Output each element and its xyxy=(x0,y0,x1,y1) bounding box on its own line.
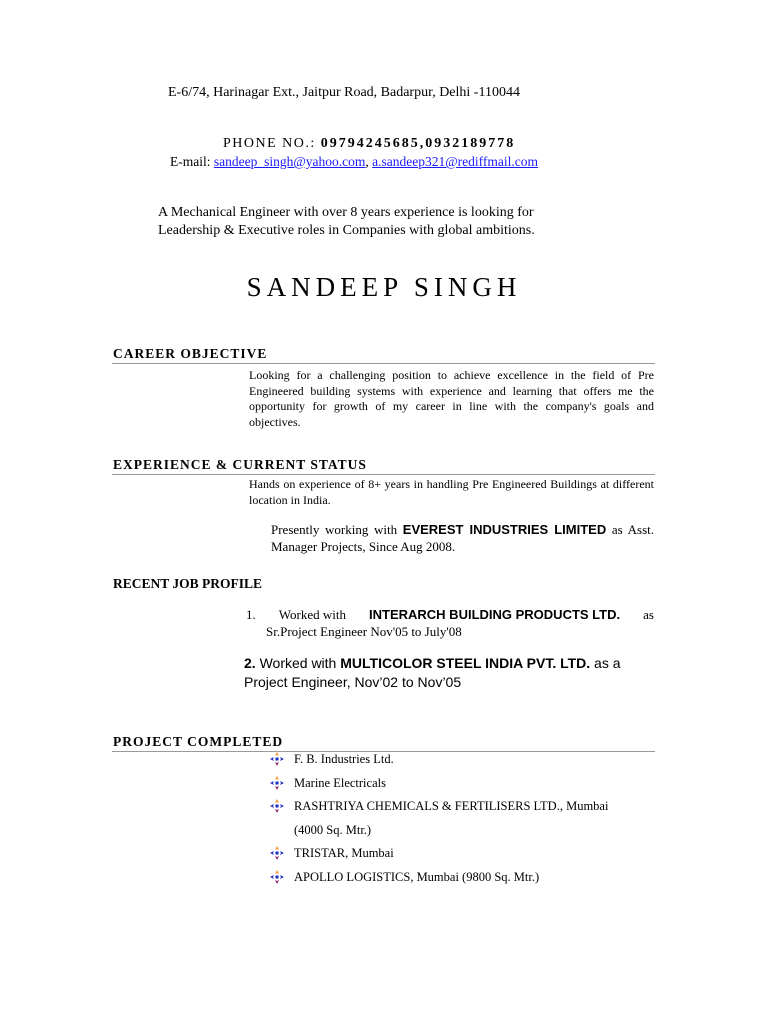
project-list xyxy=(270,750,608,891)
address: E-6/74, Harinagar Ext., Jaitpur Road, Badarpur, Delhi -110044 xyxy=(168,85,520,100)
arrow-cross-bullet-icon xyxy=(270,752,284,766)
project-item xyxy=(270,868,608,892)
current-status xyxy=(271,521,654,555)
candidate-name: SANDEEP SINGH xyxy=(246,272,522,302)
phone-line xyxy=(223,136,515,152)
status-prefix: Presently working with xyxy=(271,522,403,537)
project-name: TRISTAR, Mumbai xyxy=(294,846,394,860)
project-item xyxy=(270,774,608,798)
section-divider xyxy=(112,363,655,364)
job-entry-2 xyxy=(244,654,654,692)
job-1-company: INTERARCH BUILDING PRODUCTS LTD. xyxy=(369,607,621,622)
project-name: Marine Electricals xyxy=(294,775,386,790)
email-label: E-mail: xyxy=(170,154,214,169)
project-name: RASHTRIYA CHEMICALS & FERTILISERS LTD., Mumbai xyxy=(294,799,609,813)
job-entry-1 xyxy=(246,606,654,640)
job-2-number: 2. xyxy=(244,655,256,671)
phone-numbers: 09794245685,0932189778 xyxy=(320,136,516,151)
projects-heading: PROJECT COMPLETED xyxy=(113,734,284,749)
job-1-prefix: Worked with xyxy=(278,607,346,622)
arrow-cross-bullet-icon xyxy=(270,776,284,790)
career-objective-text: Looking for a challenging position to achieve excellence in the field of Pre Engineered building systems with experience and learning that offers me the opportunity for growth of my career in line with the company's goals and objectives. xyxy=(249,368,654,429)
current-company: EVEREST INDUSTRIES LIMITED xyxy=(402,522,607,537)
email-link-primary[interactable]: sandeep_singh@yahoo.com xyxy=(213,154,366,169)
job-1-number: 1. xyxy=(246,607,256,622)
summary xyxy=(158,204,578,240)
career-objective-heading: CAREER OBJECTIVE xyxy=(113,346,268,361)
summary-line-1: A Mechanical Engineer with over 8 years experience is looking for xyxy=(158,205,534,220)
status-suffix: as Asst. Manager Projects, Since Aug 2008. xyxy=(271,522,654,554)
email-separator: , xyxy=(365,154,373,169)
arrow-cross-bullet-icon xyxy=(270,799,284,813)
email-line xyxy=(170,154,538,170)
job-2-suffix: as a Project Engineer, Nov’02 to Nov’05 xyxy=(244,655,621,690)
job-profile-heading: RECENT JOB PROFILE xyxy=(113,576,263,591)
project-item xyxy=(270,844,608,868)
project-item xyxy=(270,797,608,821)
arrow-cross-bullet-icon xyxy=(270,870,284,884)
job-2-prefix: Worked with xyxy=(255,655,341,671)
experience-heading: EXPERIENCE & CURRENT STATUS xyxy=(113,457,367,472)
summary-line-2: Leadership & Executive roles in Companies with global ambitions. xyxy=(158,223,535,238)
project-item-continuation: (4000 Sq. Mtr.) xyxy=(294,822,372,837)
job-1-details: Sr.Project Engineer Nov'05 to July'08 xyxy=(266,624,462,639)
experience-text: Hands on experience of 8+ years in handling Pre Engineered Buildings at different location in India. xyxy=(249,477,654,507)
project-name: F. B. Industries Ltd. xyxy=(294,752,394,766)
phone-label: PHONE NO.: xyxy=(223,136,321,151)
project-item xyxy=(270,750,608,774)
arrow-cross-bullet-icon xyxy=(270,846,284,860)
job-1-suffix: as xyxy=(643,607,654,622)
project-name: APOLLO LOGISTICS, Mumbai (9800 Sq. Mtr.) xyxy=(294,869,540,884)
section-divider xyxy=(112,474,655,475)
job-2-company: MULTICOLOR STEEL INDIA PVT. LTD. xyxy=(340,655,591,671)
email-link-secondary[interactable]: a.sandeep321@rediffmail.com xyxy=(372,154,539,169)
